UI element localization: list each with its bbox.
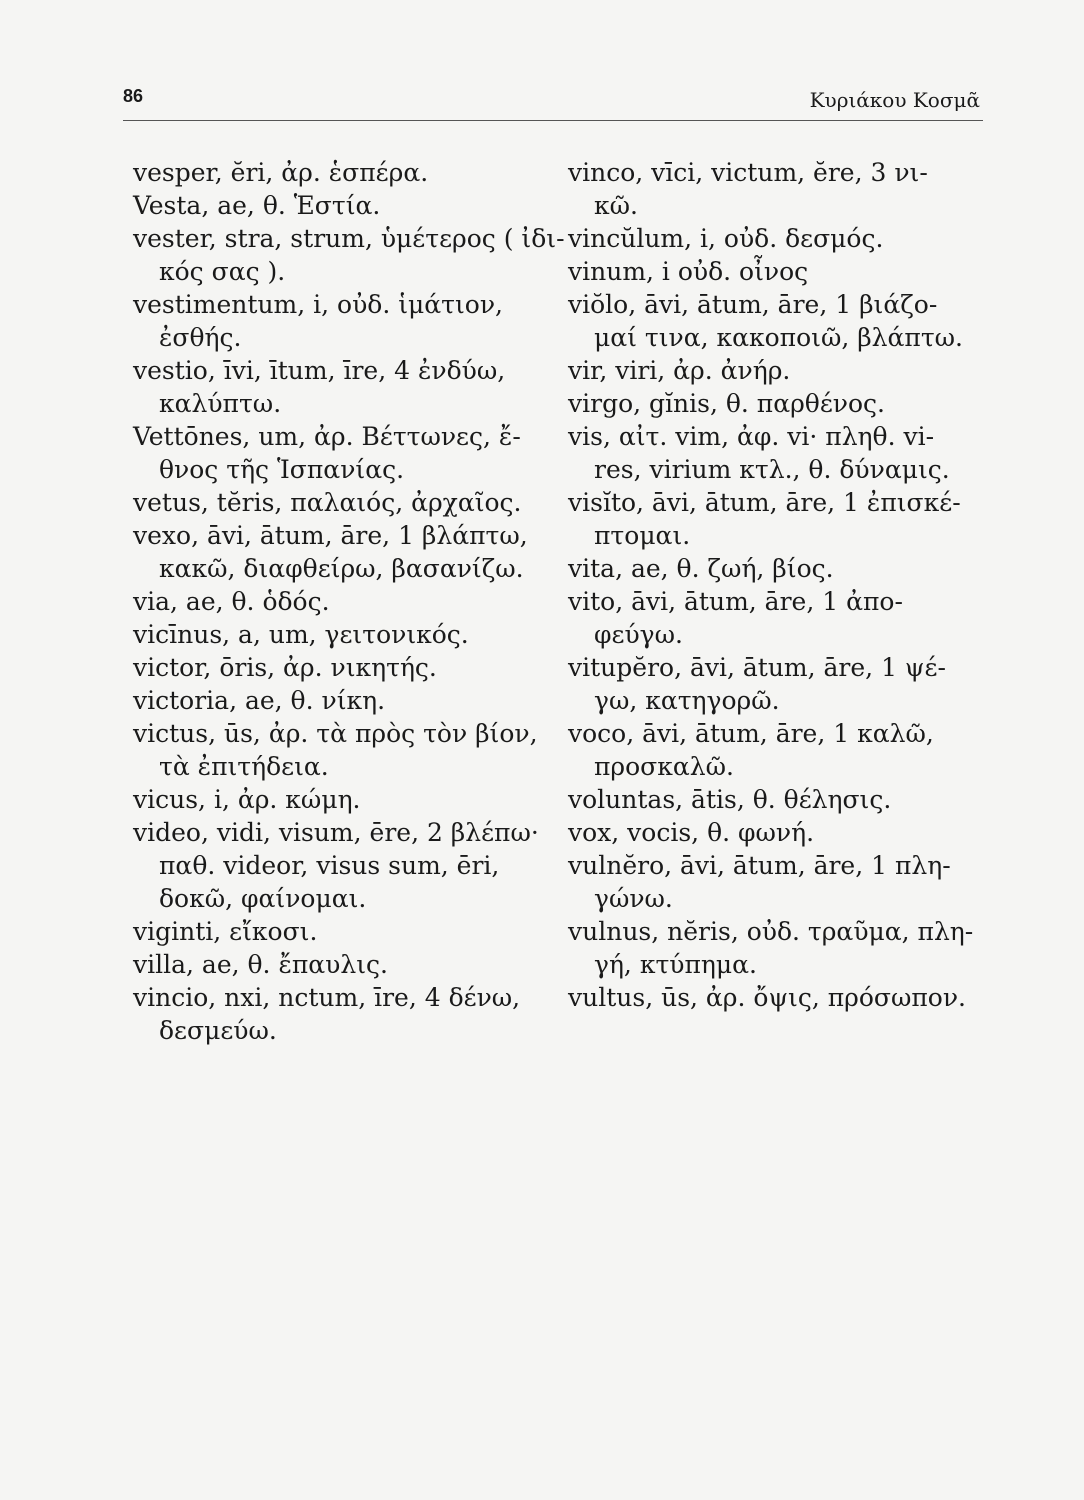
dictionary-entry [133, 420, 553, 486]
entry-continuation: πτομαι. [594, 521, 691, 550]
page-header [123, 86, 980, 116]
entry-continuation: γή, κτύπημα. [594, 950, 757, 979]
entry-continuation: ἐσθής. [159, 323, 242, 352]
dictionary-entry [133, 684, 553, 717]
dictionary-entry [133, 783, 553, 816]
dictionary-entry [568, 552, 988, 585]
entry-headline: vultus, ūs, ἀρ. ὄψις, πρόσωπον. [568, 983, 966, 1012]
entry-headline: vincio, nxi, nctum, īre, 4 δένω, [133, 983, 521, 1012]
dictionary-entry [133, 717, 553, 783]
right-column [568, 156, 988, 1014]
entry-headline: vulnĕro, āvi, ātum, āre, 1 πλη- [568, 851, 951, 880]
entry-continuation: δεσμεύω. [159, 1016, 277, 1045]
dictionary-entry [133, 948, 553, 981]
entry-continuation: res, virium κτλ., θ. δύναμις. [594, 455, 950, 484]
entry-headline: vesper, ĕri, ἀρ. ἑσπέρα. [133, 158, 429, 187]
dictionary-entry [133, 189, 553, 222]
entry-headline: virgo, gĭnis, θ. παρθένος. [568, 389, 885, 418]
entry-headline: video, vidi, visum, ēre, 2 βλέπω· [133, 818, 539, 847]
entry-headline: vinco, vīci, victum, ĕre, 3 νι- [568, 158, 928, 187]
dictionary-entry [133, 981, 553, 1047]
entry-headline: villa, ae, θ. ἔπαυλις. [133, 950, 388, 979]
dictionary-entry [133, 519, 553, 585]
entry-headline: visĭto, āvi, ātum, āre, 1 ἐπισκέ- [568, 488, 961, 517]
dictionary-entry [133, 288, 553, 354]
entry-headline: victor, ōris, ἀρ. νικητής. [133, 653, 437, 682]
dictionary-entry [133, 651, 553, 684]
dictionary-entry [568, 849, 988, 915]
entry-continuation: φεύγω. [594, 620, 683, 649]
entry-continuation: κῶ. [594, 191, 638, 220]
dictionary-entry [133, 816, 553, 915]
dictionary-entry [568, 288, 988, 354]
entry-continuation: προσκαλῶ. [594, 752, 734, 781]
page-number: 86 [123, 86, 144, 106]
dictionary-entry [568, 354, 988, 387]
dictionary-entry [133, 618, 553, 651]
entry-headline: victus, ūs, ἀρ. τὰ πρὸς τὸν βίον, [133, 719, 538, 748]
entry-continuation: καλύπτω. [159, 389, 282, 418]
entry-continuation: κός σας ). [159, 257, 286, 286]
entry-continuation: κακῶ, διαφθείρω, βασανίζω. [159, 554, 524, 583]
entry-continuation: γώνω. [594, 884, 673, 913]
entry-headline: vis, αἰτ. vim, ἀφ. vi· πληθ. vi- [568, 422, 935, 451]
entry-headline: vexo, āvi, ātum, āre, 1 βλάπτω, [133, 521, 528, 550]
entry-headline: victoria, ae, θ. νίκη. [133, 686, 386, 715]
dictionary-entry [133, 486, 553, 519]
entry-headline: voco, āvi, ātum, āre, 1 καλῶ, [568, 719, 934, 748]
entry-continuation: παθ. videor, visus sum, ēri, [159, 851, 500, 880]
entry-headline: voluntas, ātis, θ. θέλησις. [568, 785, 892, 814]
running-head: Κυριάκου Κοσμᾶ [809, 88, 980, 112]
entry-headline: vestio, īvi, ītum, īre, 4 ἐνδύω, [133, 356, 506, 385]
entry-continuation: τὰ ἐπιτήδεια. [159, 752, 329, 781]
dictionary-entry [568, 783, 988, 816]
dictionary-entry [568, 915, 988, 981]
entry-headline: viŏlo, āvi, ātum, āre, 1 βιάζο- [568, 290, 938, 319]
entry-headline: viginti, εἴκοσι. [133, 917, 318, 946]
entry-headline: vox, vocis, θ. φωνή. [568, 818, 815, 847]
entry-headline: vulnus, nĕris, οὐδ. τραῦμα, πλη- [568, 917, 974, 946]
header-rule [123, 120, 983, 121]
dictionary-entry [568, 420, 988, 486]
dictionary-entry [568, 981, 988, 1014]
dictionary-entry [133, 585, 553, 618]
entry-continuation: θνος τῆς Ἱσπανίας. [159, 455, 405, 484]
dictionary-entry [133, 354, 553, 420]
entry-headline: vita, ae, θ. ζωή, βίος. [568, 554, 834, 583]
entry-headline: via, ae, θ. ὁδός. [133, 587, 330, 616]
dictionary-entry [568, 585, 988, 651]
dictionary-entry [133, 915, 553, 948]
entry-headline: vincŭlum, i, οὐδ. δεσμός. [568, 224, 884, 253]
dictionary-entry [133, 156, 553, 189]
left-column [133, 156, 565, 1047]
entry-headline: vir, viri, ἀρ. ἀνήρ. [568, 356, 791, 385]
entry-continuation: μαί τινα, κακοποιῶ, βλάπτω. [594, 323, 964, 352]
entry-headline: vinum, i οὐδ. οἶνος [568, 257, 809, 286]
dictionary-entry [568, 255, 988, 288]
dictionary-entry [568, 387, 988, 420]
dictionary-entry [568, 222, 988, 255]
entry-headline: vicīnus, a, um, γειτονικός. [133, 620, 469, 649]
dictionary-entry [568, 486, 988, 552]
entry-headline: vitupĕro, āvi, ātum, āre, 1 ψέ- [568, 653, 946, 682]
entry-headline: vetus, tĕris, παλαιός, ἀρχαῖος. [133, 488, 522, 517]
entry-continuation: γω, κατηγορῶ. [594, 686, 780, 715]
dictionary-entry [568, 717, 988, 783]
entry-headline: vestimentum, i, οὐδ. ἱμάτιον, [133, 290, 503, 319]
entry-headline: Vettōnes, um, ἀρ. Βέττωνες, ἔ- [133, 422, 521, 451]
entry-headline: vito, āvi, ātum, āre, 1 ἀπο- [568, 587, 903, 616]
dictionary-entry [568, 816, 988, 849]
entry-headline: vicus, i, ἀρ. κώμη. [133, 785, 361, 814]
entry-headline: Vesta, ae, θ. Ἑστία. [133, 191, 381, 220]
entry-continuation: δοκῶ, φαίνομαι. [159, 884, 367, 913]
dictionary-entry [568, 156, 988, 222]
dictionary-entry [133, 222, 565, 288]
entry-headline: vester, stra, strum, ὑμέτερος ( ἰδι- [133, 224, 565, 253]
dictionary-entry [568, 651, 988, 717]
